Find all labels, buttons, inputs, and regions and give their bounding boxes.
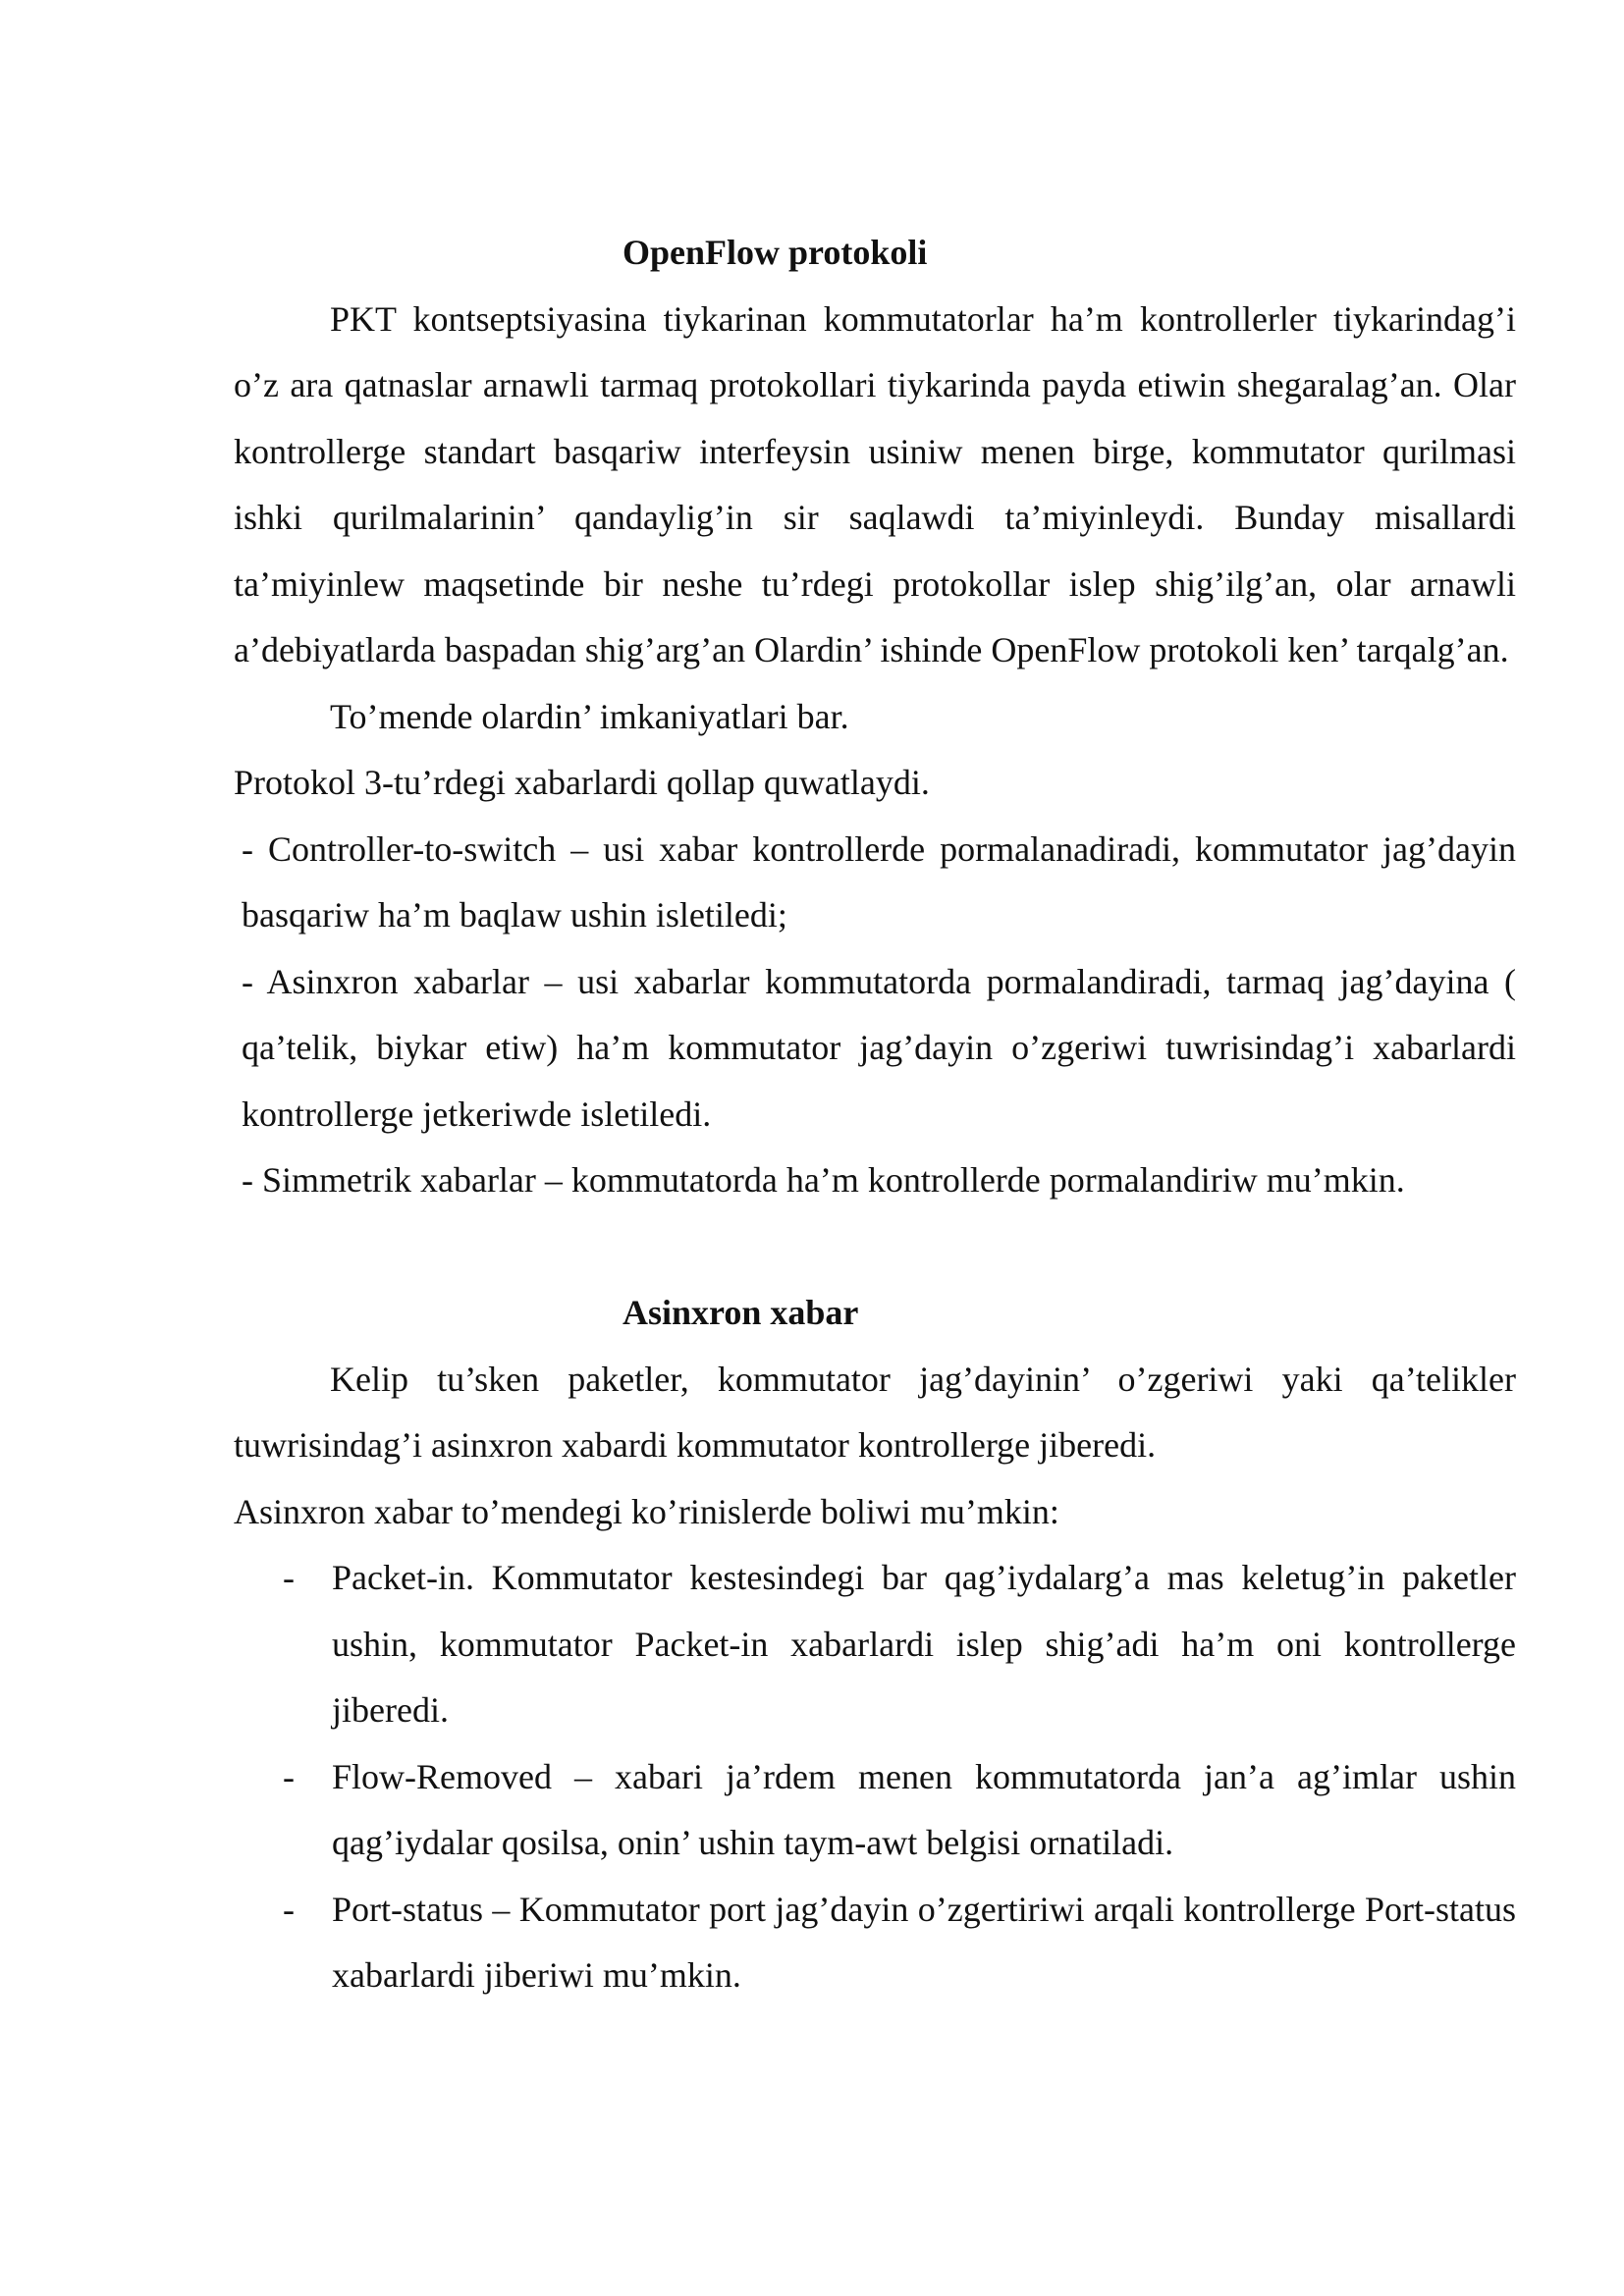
list-item-packet-in bbox=[234, 1545, 1516, 1744]
section-title-openflow: OpenFlow protokoli bbox=[623, 233, 928, 272]
list-item-flow-removed bbox=[234, 1744, 1516, 1877]
bullet-controller-to-switch: - Controller-to-switch – usi xabar kontrollerde pormalanadiradi, kommutator jag’dayin basqariw ha’m baqlaw ushin isletiledi; bbox=[242, 828, 1516, 934]
dash-marker: - bbox=[283, 1558, 295, 1597]
list-item-text: Packet-in. Kommutator kestesindegi bar qag’iydalarg’a mas keletug’in paketler ushin, kommutator Packet-in xabarlardi islep shig’adi ha’m oni kontrollerge jiberedi. bbox=[332, 1558, 1516, 1730]
list-item-text: Flow-Removed – xabari ja’rdem menen kommutatorda jan’a ag’imlar ushin qag’iydalar qosilsa, onin’ ushin taym-awt belgisi ornatiladi. bbox=[332, 1756, 1516, 1862]
section-spacer bbox=[234, 1214, 1516, 1281]
paragraph-async-forms: Asinxron xabar to’mendegi ko’rinislerde boliwi mu’mkin: bbox=[234, 1491, 1059, 1531]
async-forms-list bbox=[234, 1545, 1516, 2009]
list-item-text: Port-status – Kommutator port jag’dayin o’zgertiriwi arqali kontrollerge Port-status xabarlardi jiberiwi mu’mkin. bbox=[332, 1889, 1516, 1995]
paragraph-async-intro: Kelip tu’sken paketler, kommutator jag’dayinin’ o’zgeriwi yaki qa’telikler tuwrisindag’i asinxron xabardi kommutator kontrollerge jiberedi. bbox=[234, 1359, 1516, 1465]
paragraph-message-types: Protokol 3-tu’rdegi xabarlardi qollap quwatlaydi. bbox=[234, 763, 930, 802]
dash-marker: - bbox=[283, 1889, 295, 1929]
paragraph-capabilities: To’mende olardin’ imkaniyatlari bar. bbox=[330, 696, 849, 736]
dash-marker: - bbox=[283, 1756, 295, 1796]
section-title-async: Asinxron xabar bbox=[623, 1293, 859, 1332]
document-body bbox=[234, 220, 1516, 2009]
list-item-port-status bbox=[234, 1877, 1516, 2009]
bullet-symmetric-messages: - Simmetrik xabarlar – kommutatorda ha’m kontrollerde pormalandiriw mu’mkin. bbox=[242, 1160, 1405, 1200]
bullet-async-messages: - Asinxron xabarlar – usi xabarlar kommutatorda pormalandiradi, tarmaq jag’dayina ( qa’telik, biykar etiw) ha’m kommutator jag’dayin o’zgeriwi tuwrisindag’i xabarlardi kontrollerge jetkeriwde isletiledi. bbox=[242, 961, 1516, 1134]
paragraph-intro: PKT kontseptsiyasina tiykarinan kommutatorlar ha’m kontrollerler tiykarindag’i o’z ara qatnaslar arnawli tarmaq protokollari tiykarinda payda etiwin shegaralag’an. Olar kontrollerge standart basqariw interfeysin usiniw menen birge, kommutator qurilmasi ishki qurilmalarinin’ qandaylig’in sir saqlawdi ta’miyinleydi. Bunday misallardi ta’miyinlew maqsetinde bir neshe tu’rdegi protokollar islep shig’ilg’an, olar arnawli a’debiyatlarda baspadan shig’arg’an Olardin’ ishinde OpenFlow protokoli ken’ tarqalg’an. bbox=[234, 298, 1516, 669]
